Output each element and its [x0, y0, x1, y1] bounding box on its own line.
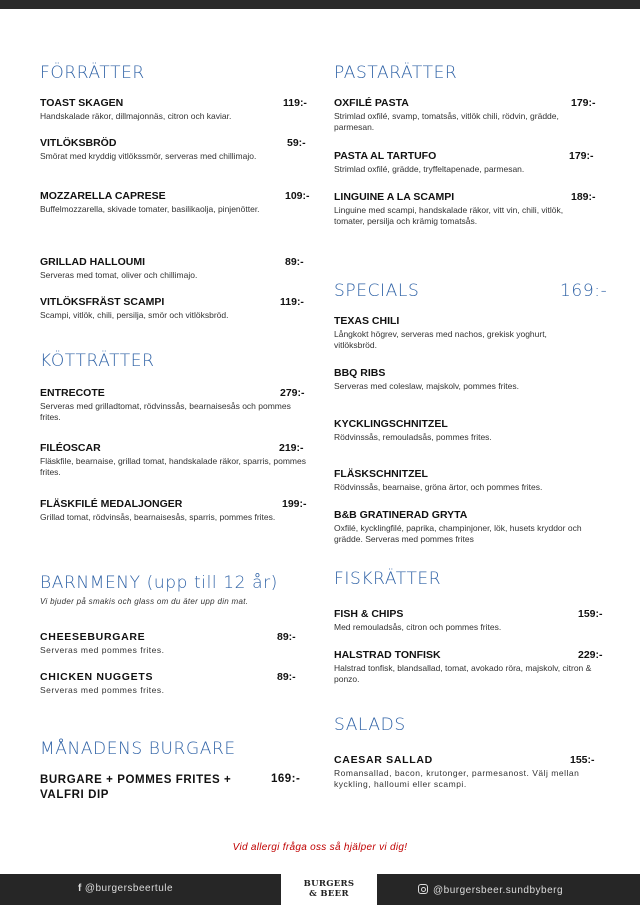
item-name: VITLÖKSBRÖD — [40, 137, 117, 149]
item-price: 89:- — [277, 631, 296, 643]
item-price: 199:- — [282, 498, 307, 510]
menu-item — [40, 498, 308, 523]
item-name: FLÄSKFILÉ MEDALJONGER — [40, 498, 183, 510]
item-price: 189:- — [571, 191, 596, 203]
instagram-handle: @burgersbeer.sundbyberg — [433, 885, 564, 896]
item-name: B&B GRATINERAD GRYTA — [334, 509, 468, 521]
item-description: Scampi, vitlök, chili, persilja, smör och vitlöksbröd. — [40, 310, 229, 320]
specials-price: 169:- — [560, 281, 608, 301]
item-description: Med remouladsås, citron och pommes frites. — [334, 622, 502, 632]
footer — [0, 874, 640, 905]
facebook-icon: f — [78, 883, 82, 894]
menu-item — [40, 190, 308, 215]
facebook-handle: @burgersbeertule — [84, 883, 174, 894]
item-price: 219:- — [279, 442, 304, 454]
menu-item — [334, 315, 600, 351]
item-name: MOZZARELLA CAPRESE — [40, 190, 166, 202]
item-name: TEXAS CHILI — [334, 315, 400, 327]
item-description: Romansallad, bacon, krutonger, parmesanost. Välj mellan kyckling, halloumi eller scampi. — [334, 768, 580, 789]
section-title-kottratter: KÖTTRÄTTER — [40, 351, 155, 371]
item-name: ENTRECOTE — [40, 387, 105, 399]
menu-item — [40, 631, 308, 656]
item-description: Rödvinssås, remouladsås, pommes frites. — [334, 432, 492, 442]
item-name: CAESAR SALLAD — [334, 754, 433, 766]
item-price: 119:- — [280, 296, 304, 308]
item-name: GRILLAD HALLOUMI — [40, 256, 145, 268]
item-price: 229:- — [578, 649, 603, 661]
menu-item — [334, 418, 600, 443]
item-description: Oxfilé, kycklingfilé, paprika, champinjoner, lök, husets kryddor och grädde. Serveras med pommes frites — [334, 523, 582, 544]
facebook-link[interactable] — [78, 883, 173, 894]
item-name: KYCKLINGSCHNITZEL — [334, 418, 448, 430]
item-name: LINGUINE A LA SCAMPI — [334, 191, 455, 203]
item-name: OXFILÉ PASTA — [334, 97, 409, 109]
menu-item — [334, 608, 603, 633]
item-name: TOAST SKAGEN — [40, 97, 124, 109]
menu-item — [40, 773, 308, 801]
specials-title-text: SPECIALS — [334, 281, 420, 301]
menu-item — [334, 150, 600, 175]
item-price: 169:- — [271, 773, 301, 785]
menu-item — [334, 97, 600, 133]
item-description: Serveras med coleslaw, majskolv, pommes frites. — [334, 381, 520, 391]
item-name: PASTA AL TARTUFO — [334, 150, 437, 162]
logo — [281, 879, 377, 899]
menu-item — [334, 367, 600, 392]
item-description: Fläskfile, bearnaise, grillad tomat, handskalade räkor, sparris, pommes frites. — [40, 456, 306, 477]
section-title-barnmeny: BARNMENY (upp till 12 år) — [40, 573, 278, 593]
instagram-link[interactable] — [418, 883, 563, 896]
item-name: CHICKEN NUGGETS — [40, 671, 154, 683]
item-description: Strimlad oxfilé, svamp, tomatsås, vitlök chili, rödvin, grädde, parmesan. — [334, 111, 559, 132]
section-title-forratter: FÖRRÄTTER — [40, 63, 145, 83]
section-title-specials — [334, 281, 608, 301]
item-name: FILÉOSCAR — [40, 442, 101, 454]
item-name: CHEESEBURGARE — [40, 631, 146, 643]
item-description: Linguine med scampi, handskalade räkor, vitt vin, chili, vitlök, tomater, persilja och krämig tomatsås. — [334, 205, 564, 226]
item-price: 159:- — [578, 608, 603, 620]
item-description: Halstrad tonfisk, blandsallad, tomat, avokado röra, majskolv, citron & ponzo. — [334, 663, 592, 684]
item-description: Rödvinssås, bearnaise, gröna ärtor, och pommes frites. — [334, 482, 543, 492]
menu-item — [40, 442, 308, 478]
item-description: Serveras med grilladtomat, rödvinssås, bearnaisesås och pommes frites. — [40, 401, 291, 422]
section-title-salads: SALADS — [334, 715, 406, 735]
item-description: Långkokt högrev, serveras med nachos, grekisk yoghurt, vitlöksbröd. — [334, 329, 547, 350]
menu-item — [334, 191, 600, 227]
menu-item — [40, 387, 308, 423]
item-description: Grillad tomat, rödvinsås, bearnaisesås, sparris, pommes frites. — [40, 512, 276, 522]
item-description: Handskalade räkor, dillmajonnäs, citron och kaviar. — [40, 111, 232, 121]
item-description: Smörat med kryddig vitlökssmör, serveras med chillimajo. — [40, 151, 257, 161]
menu-item — [40, 137, 308, 162]
item-price: 119:- — [283, 97, 307, 109]
item-description: Serveras med pommes frites. — [40, 685, 165, 695]
item-price: 59:- — [287, 137, 306, 149]
logo-line-1: BURGERS — [303, 879, 355, 889]
item-price: 279:- — [280, 387, 305, 399]
item-name: FISH & CHIPS — [334, 608, 404, 620]
item-price: 155:- — [570, 754, 595, 766]
item-price: 89:- — [277, 671, 296, 683]
menu-item — [334, 509, 600, 545]
menu-item — [334, 754, 600, 790]
item-name: VITLÖKSFRÄST SCAMPI — [40, 296, 165, 308]
item-name: BBQ RIBS — [334, 367, 386, 379]
item-description: Serveras med tomat, oliver och chillimajo. — [40, 270, 198, 280]
instagram-icon — [418, 884, 428, 894]
menu-item — [334, 468, 600, 493]
item-price: 89:- — [285, 256, 304, 268]
item-name: BURGARE + POMMES FRITES + VALFRI DIP — [40, 774, 232, 801]
logo-line-2: & BEER — [309, 889, 349, 899]
section-subtitle-barnmeny: Vi bjuder på smakis och glass om du äter upp din mat. — [40, 597, 249, 606]
item-description: Serveras med pommes frites. — [40, 645, 165, 655]
menu-item — [40, 256, 308, 281]
item-price: 179:- — [569, 150, 594, 162]
section-title-fiskratter: FISKRÄTTER — [334, 569, 442, 589]
menu-item — [40, 296, 308, 321]
item-name: HALSTRAD TONFISK — [334, 649, 441, 661]
item-description: Strimlad oxfilé, grädde, tryffeltapenade, parmesan. — [334, 164, 525, 174]
menu-item — [40, 671, 308, 696]
item-price: 109:- — [285, 190, 310, 202]
section-title-manadens: MÅNADENS BURGARE — [40, 739, 236, 759]
footer-logo-box — [281, 874, 377, 905]
item-price: 179:- — [571, 97, 596, 109]
section-title-pastaratter: PASTARÄTTER — [334, 63, 458, 83]
item-name: FLÄSKSCHNITZEL — [334, 468, 428, 480]
menu-item — [40, 97, 308, 122]
top-bar — [0, 0, 640, 9]
item-description: Buffelmozzarella, skivade tomater, basilikaolja, pinjenötter. — [40, 204, 260, 214]
allergy-note: Vid allergi fråga oss så hjälper vi dig! — [232, 842, 408, 853]
menu-item — [334, 649, 603, 685]
